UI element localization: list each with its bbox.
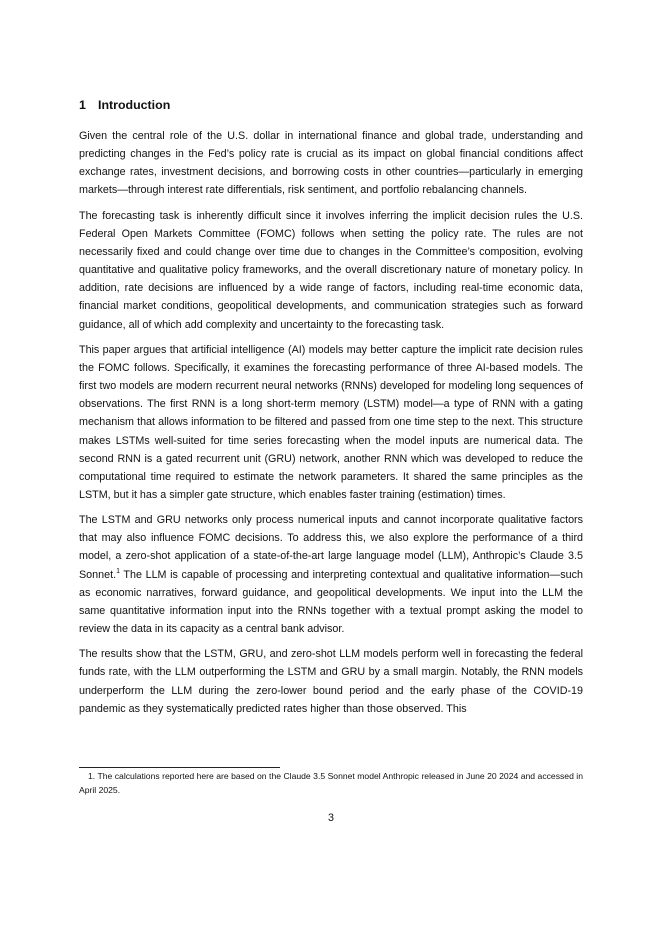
paragraph-4-text-before: The LSTM and GRU networks only process numerical inputs and cannot incorporate qualitative factors that may also influence FOMC decisions. To address this, we also explore the performance of a third model, a zero-shot application of a state-of-the-art large language model (LLM), Anthropic’s Claude 3.5 Sonnet.: [79, 514, 583, 581]
paragraph-5: The results show that the LSTM, GRU, and zero-shot LLM models perform well in forecasting the federal funds rate, with the LLM outperforming the LSTM and GRU by a small margin. Notably, the RNN models underperform the LLM during the zero-lower bound period and the early phase of the COVID-19 pandemic as they systematically predicted rates higher than those observed. This: [79, 648, 583, 715]
section-number: 1: [79, 98, 86, 112]
paragraph-3: This paper argues that artificial intelligence (AI) models may better capture the implicit rate decision rules the FOMC follows. Specifically, it examines the forecasting performance of three AI-based models. The first two models are modern recurrent neural networks (RNNs) developed for modeling long sequences of observations. The first RNN is a long short-term memory (LSTM) model—a type of RNN with a gating mechanism that allows information to be filtered and passed from one time step to the next. This structure makes LSTMs well-suited for time series forecasting when the model inputs are numerical data. The second RNN is a gated recurrent unit (GRU) network, another RNN which was developed to reduce the computational time required to estimate the network parameters. It shared the same principles as the LSTM, but it has a simpler gate structure, which enables faster training (estimation) times.: [79, 343, 583, 501]
page-number: 3: [328, 812, 334, 824]
page-body: [79, 96, 583, 725]
paragraph-2: The forecasting task is inherently difficult since it involves inferring the implicit decision rules the U.S. Federal Open Markets Committee (FOMC) follows when setting the policy rate. The rules are not necessarily fixed and could change over time due to changes in the Committee’s composition, evolving quantitative and qualitative policy frameworks, and the overall discretionary nature of monetary policy. In addition, rate decisions are influenced by a wide range of factors, including real-time economic data, financial market conditions, geopolitical developments, and communication strategies such as forward guidance, all of which add complexity and uncertainty to the forecasting task.: [79, 209, 583, 331]
footnote-divider: [79, 767, 280, 768]
paragraph-4: [79, 511, 583, 638]
paragraph-4-text-after: The LLM is capable of processing and interpreting contextual and qualitative information—such as economic narratives, forward guidance, and geopolitical developments. We input into the LLM the same quantitative information input into the RNNs together with a textual prompt asking the model to review the data in its capacity as a central bank advisor.: [79, 568, 583, 636]
section-title: Introduction: [98, 98, 171, 112]
paragraph-1: Given the central role of the U.S. dollar in international finance and global trade, understanding and predicting changes in the Fed’s policy rate is crucial as its impact on global financial conditions affect exchange rates, investment decisions, and borrowing costs in other countries—particularly in emerging markets—through interest rate differentials, risk sentiment, and portfolio rebalancing channels.: [79, 130, 583, 197]
footnote-text: The calculations reported here are based on the Claude 3.5 Sonnet model Anthropic released in June 20 2024 and accessed in April 2025.: [79, 771, 583, 795]
footnote-marker[interactable]: 1: [116, 567, 120, 575]
footnote: [79, 770, 583, 797]
section-heading: [79, 96, 583, 114]
footnote-number: 1.: [88, 771, 96, 781]
